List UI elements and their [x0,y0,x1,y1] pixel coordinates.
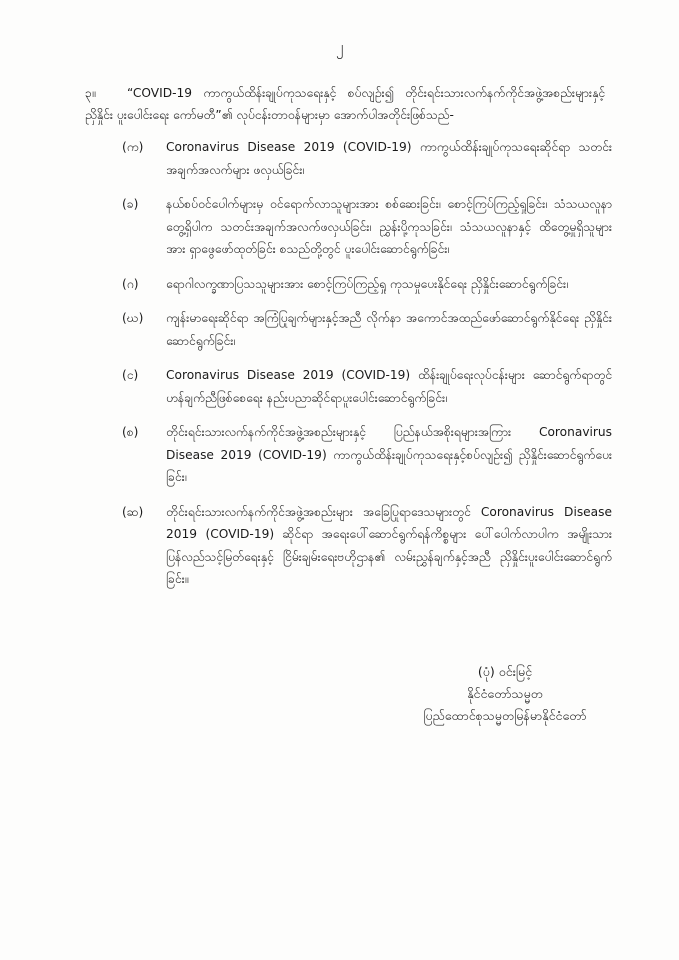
signatory-name: (ပုံ) ဝင်းမြင့် [477,664,533,679]
signatory-title: နိုင်ငံတော်သမ္မတ [467,686,543,701]
item-text: တိုင်းရင်းသားလက်နက်ကိုင်အဖွဲ့အစည်းများနှင့် ပြည်နယ်အစိုးရများအကြား Coronavirus Disease 2019 (COVID-19) ကာကွယ်ထိန်းချုပ်ကုသရေးနှင့်စပ်လျဉ်း၍ ညှိနှိုင်းဆောင်ရွက်ပေးခြင်း၊ [166,425,612,484]
item-text: Coronavirus Disease 2019 (COVID-19) ထိန်းချုပ်ရေးလုပ်ငန်းများ ဆောင်ရွက်ရာတွင် ဟန်ချက်ညီဖြစ်စေရေး နည်းပညာဆိုင်ရာပူးပေါင်းဆောင်ရွက်ခြင်း၊ [166,368,612,405]
list-item [122,193,612,261]
intro-text: “COVID-19 ကာကွယ်ထိန်းချုပ်ကုသရေးနှင့် စပ်လျဉ်း၍ တိုင်းရင်းသားလက်နက်ကိုင်အဖွဲ့အစည်းများနှင့် ညှိနှိုင်း ပူးပေါင်းရေး ကော်မတီ”၏ လုပ်ငန်းတာဝန်များမှာ အောက်ပါအတိုင်းဖြစ်သည်- [85,86,605,122]
duties-list [122,136,612,603]
list-item [122,136,612,181]
list-item [122,364,612,409]
paragraph-number: ၃။ [85,86,96,100]
item-text: ရောဂါလက္ခဏာပြသသူများအား စောင့်ကြပ်ကြည့်ရှု ကုသမှုပေးနိုင်ရေး ညှိနှိုင်းဆောင်ရွက်ခြင်း၊ [166,276,569,291]
page-number: ၂ [335,38,344,56]
item-text: နယ်စပ်ဝင်ပေါက်များမှ ဝင်ရောက်လာသူများအား စစ်ဆေးခြင်း၊ စောင့်ကြပ်ကြည့်ရှုခြင်း၊ သံသယလူနာတွေ့ရှိပါက သတင်းအချက်အလက်ဖလှယ်ခြင်း၊ ညွှန်းပို့ကုသခြင်း၊ သံသယလူနာနှင့် ထိတွေ့မှုရှိသူများအား ရှာဖွေဖော်ထုတ်ခြင်း စသည်တို့တွင် ပူးပေါင်းဆောင်ရွက်ခြင်း၊ [166,197,612,256]
item-label: (က) [122,140,144,154]
signatory-organization: ပြည်ထောင်စုသမ္မတမြန်မာနိုင်ငံတော် [423,708,587,723]
item-text: တိုင်းရင်းသားလက်နက်ကိုင်အဖွဲ့အစည်းများ အခြေပြုရာဒေသများတွင် Coronavirus Disease 2019 (COVID-19) ဆိုင်ရာ အရေးပေါ်ဆောင်ရွက်ရန်ကိစ္စများ ပေါ်ပေါက်လာပါက အမျိုးသားပြန်လည်သင့်မြတ်ရေးနှင့် ငြိမ်းချမ်းရေးဗဟိုဌာန၏ လမ်းညွှန်ချက်နှင့်အညီ ညှိနှိုင်းပူးပေါင်းဆောင်ရွက်ခြင်း။ [166,504,612,586]
item-label: (ဆ) [122,504,144,519]
item-label: (စ) [122,425,139,439]
item-text: Coronavirus Disease 2019 (COVID-19) ကာကွယ်ထိန်းချုပ်ကုသရေးဆိုင်ရာ သတင်းအချက်အလက်များ ဖလှယ်ခြင်း၊ [166,140,612,177]
list-item [122,501,612,591]
item-label: (ဂ) [122,276,139,291]
signature-block [380,661,630,727]
list-item [122,273,612,296]
list-item [122,421,612,489]
intro-paragraph [85,82,605,126]
item-text: ကျန်းမာရေးဆိုင်ရာ အကြံပြုချက်များနှင့်အညီ လိုက်နာ အကောင်အထည်ဖော်ဆောင်ရွက်နိုင်ရေး ညှိနှိုင်းဆောင်ရွက်ခြင်း၊ [166,311,612,348]
item-label: (ခ) [122,197,139,211]
list-item [122,307,612,352]
item-label: (င) [122,368,139,382]
item-label: (ဃ) [122,311,144,325]
